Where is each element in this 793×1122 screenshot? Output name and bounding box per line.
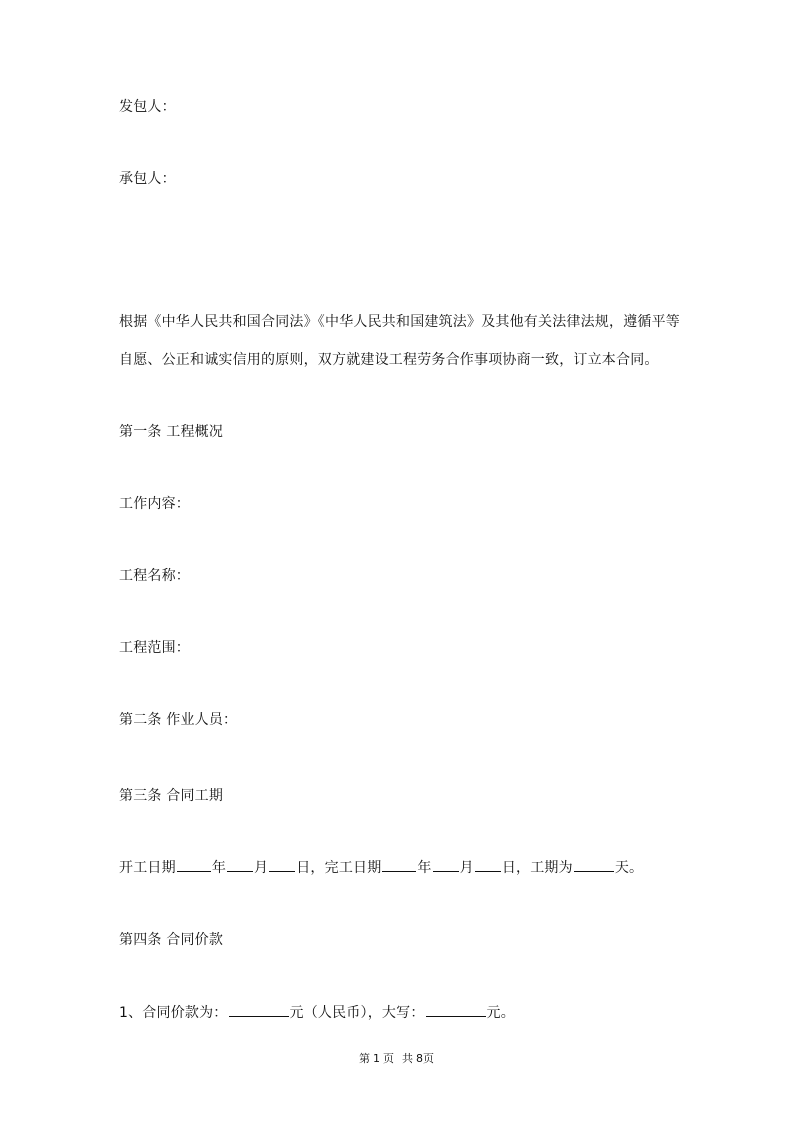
- project-scope-label: 工程范围：: [119, 640, 190, 656]
- preamble-line-1: 根据《中华人民共和国合同法》《中华人民共和国建筑法》及其他有关法律法规，遵循平等: [119, 314, 680, 330]
- footer-total-pages: 8: [416, 1052, 423, 1065]
- contractor-label: 承包人：: [119, 171, 176, 187]
- footer-page-number: 1: [373, 1052, 380, 1065]
- footer-ye-2: 页: [423, 1052, 434, 1065]
- duration-label: 日，工期为: [501, 860, 573, 876]
- page-footer: [0, 1052, 793, 1066]
- start-month-blank: [227, 857, 253, 872]
- month-label: 月: [254, 860, 269, 876]
- start-year-blank: [177, 857, 211, 872]
- month-label-2: 月: [459, 860, 474, 876]
- price-currency-label: 元（人民币），大写：: [289, 1005, 425, 1021]
- footer-gong: 共: [402, 1052, 413, 1065]
- employer-label: 发包人：: [119, 99, 176, 115]
- article-4-title: 第四条 合同价款: [119, 932, 224, 948]
- end-date-label: 日，完工日期: [296, 860, 382, 876]
- end-year-blank: [382, 857, 416, 872]
- article-1-title: 第一条 工程概况: [119, 424, 224, 440]
- project-name-label: 工程名称：: [119, 568, 190, 584]
- price-end-label: 元。: [486, 1005, 515, 1021]
- end-day-blank: [475, 857, 501, 872]
- article-2-title: 第二条 作业人员：: [119, 712, 238, 728]
- article-3-title: 第三条 合同工期: [119, 788, 224, 804]
- year-label: 年: [211, 860, 227, 876]
- price-words-blank: [426, 1002, 486, 1017]
- footer-ye: 页: [383, 1052, 394, 1065]
- price-line: [119, 1002, 515, 1023]
- price-amount-blank: [229, 1002, 289, 1017]
- start-date-label: 开工日期: [119, 860, 176, 876]
- end-month-blank: [433, 857, 459, 872]
- footer-di: 第: [359, 1052, 370, 1065]
- year-label-2: 年: [417, 860, 432, 876]
- duration-blank: [574, 857, 614, 872]
- days-label: 天。: [614, 860, 644, 876]
- preamble-line-2: 自愿、公正和诚实信用的原则，双方就建设工程劳务合作事项协商一致，订立本合同。: [119, 352, 659, 368]
- work-content-label: 工作内容：: [119, 496, 190, 512]
- start-day-blank: [269, 857, 295, 872]
- schedule-line: [119, 857, 643, 878]
- price-label: 1、合同价款为：: [119, 1005, 228, 1021]
